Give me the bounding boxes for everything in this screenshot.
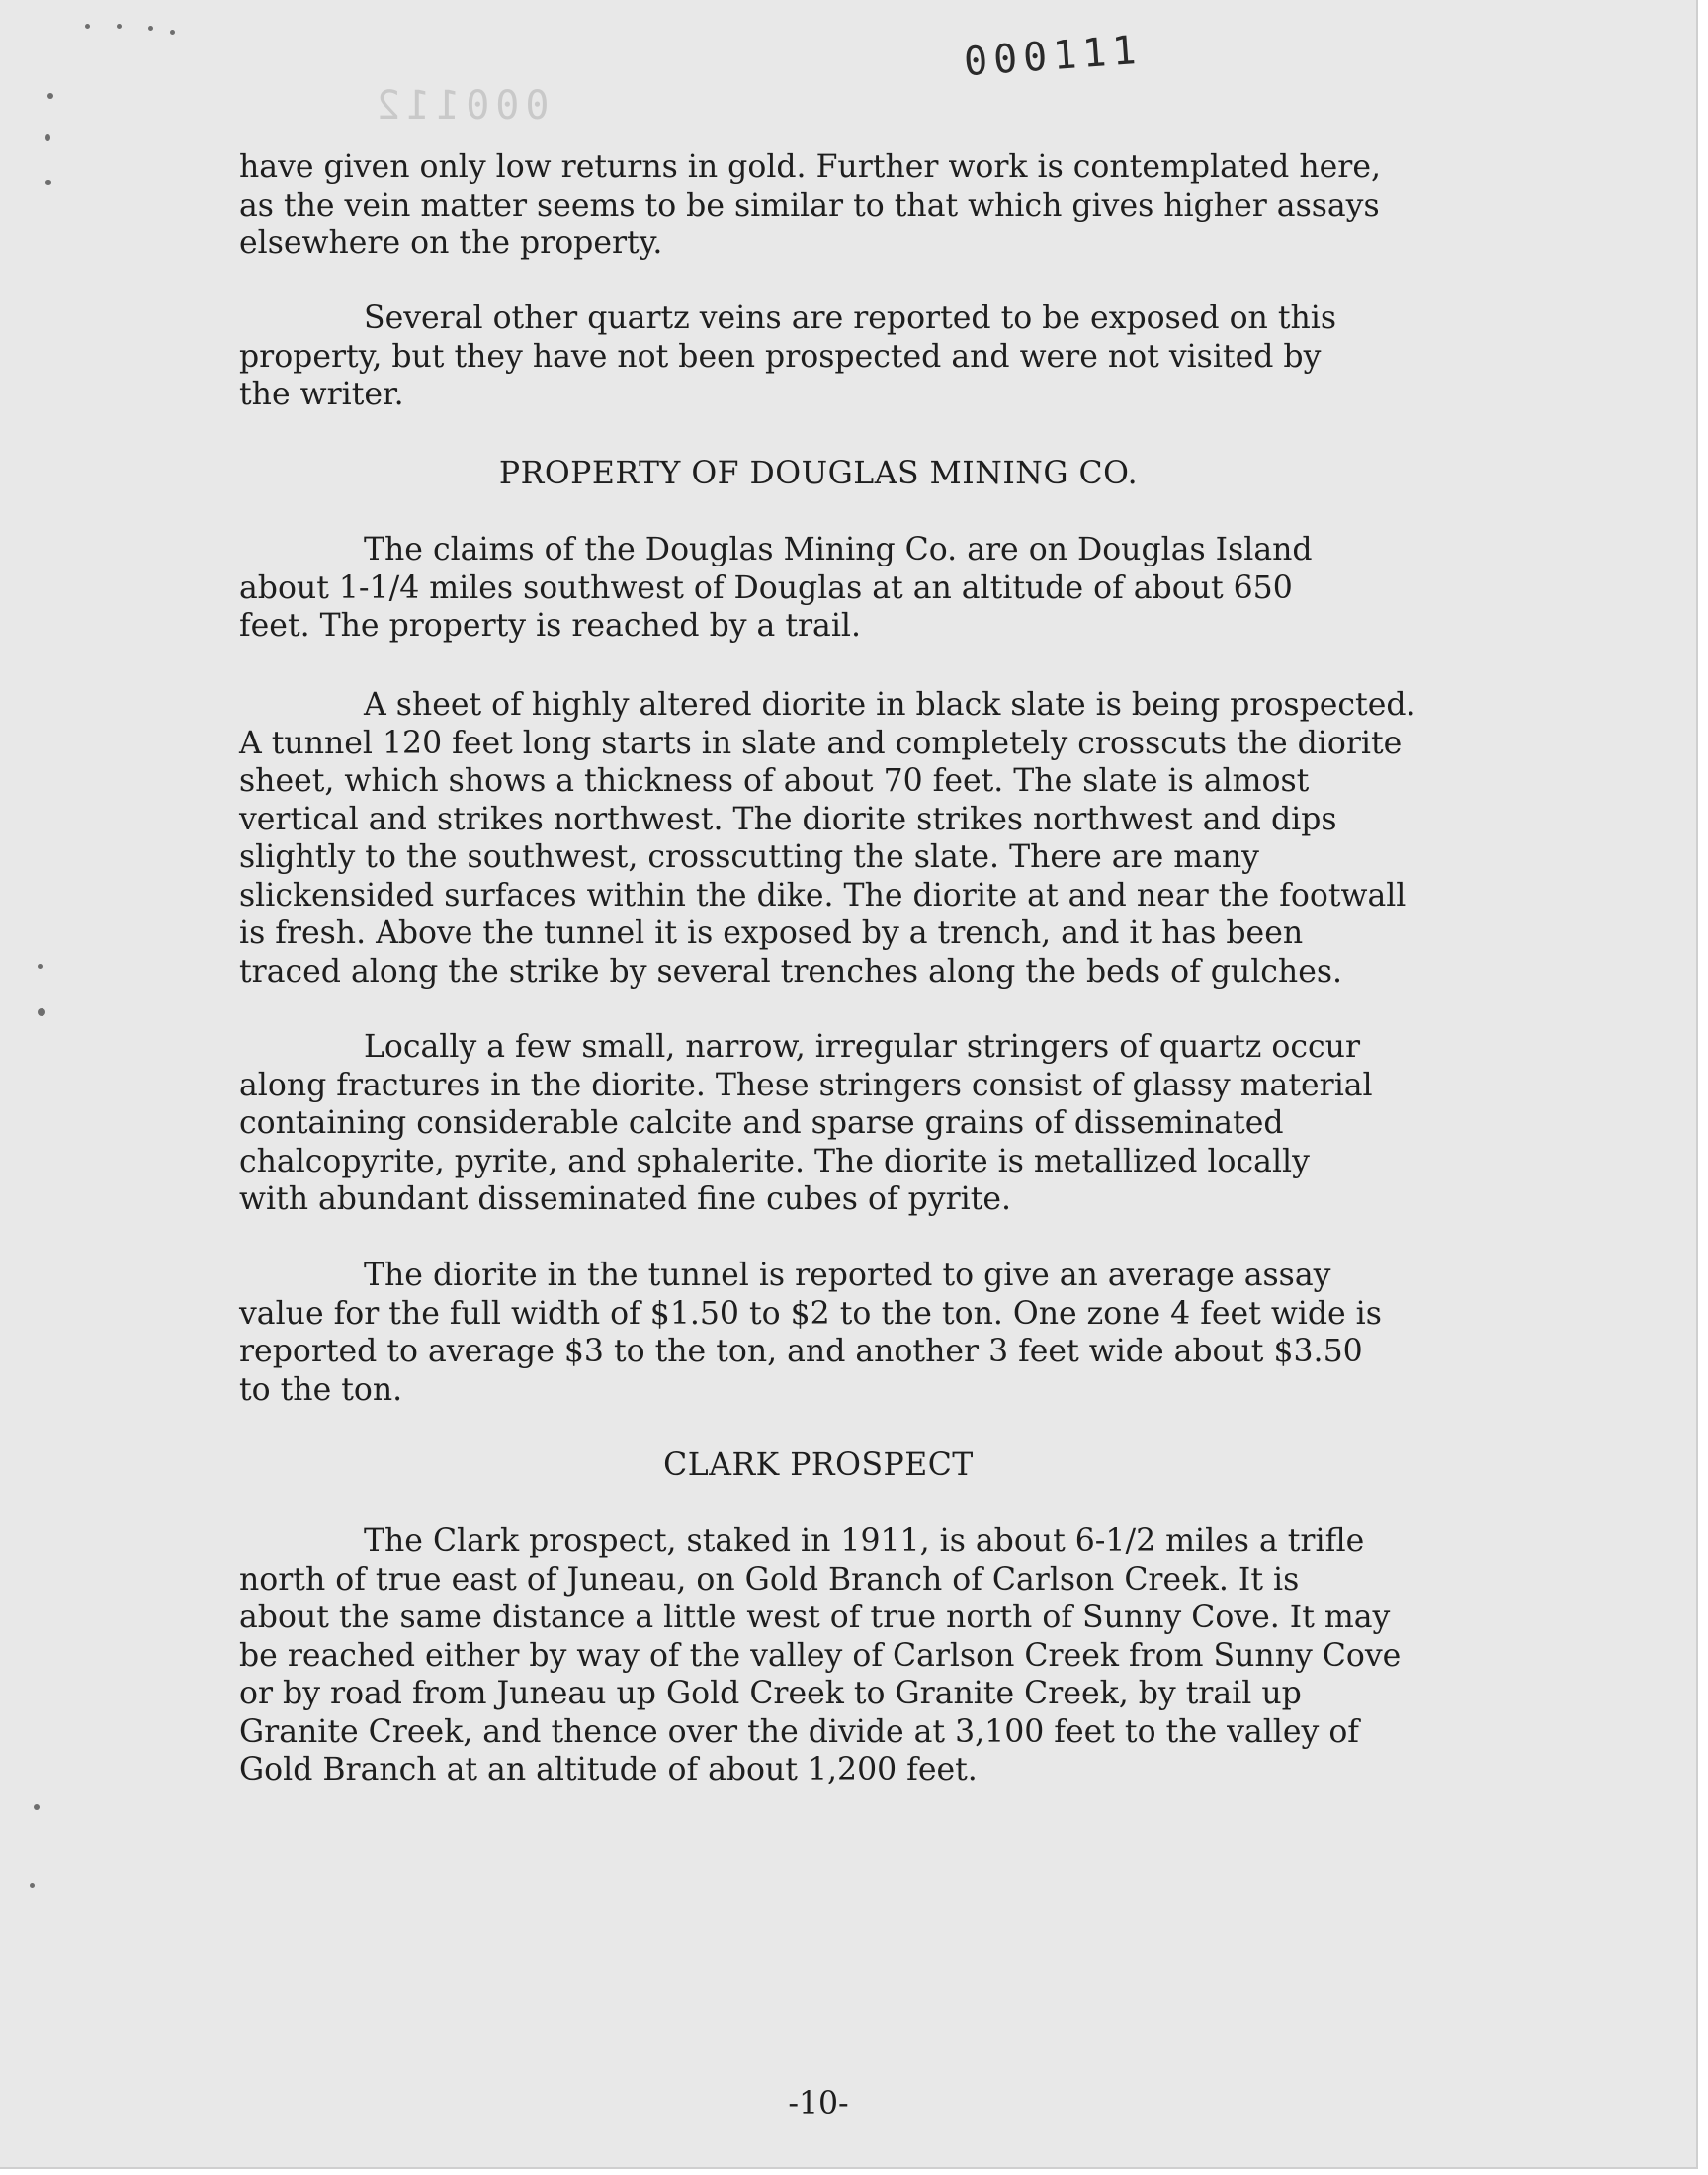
scan-speck <box>45 134 50 141</box>
text-line: north of true east of Juneau, on Gold Branch of Carlson Creek. It is <box>239 1561 1300 1598</box>
section-heading-clark-prospect: CLARK PROSPECT <box>663 1447 974 1483</box>
text-line: the writer. <box>239 377 404 412</box>
paragraph <box>239 1522 1524 1789</box>
scan-speck <box>148 26 153 31</box>
bleed-through-number: 000112 <box>371 83 550 129</box>
text-line: or by road from Juneau up Gold Creek to Granite Creek, by trail up <box>239 1676 1302 1711</box>
scan-speck <box>34 1804 40 1810</box>
paragraph <box>239 1257 1524 1409</box>
text-line: A sheet of highly altered diorite in black slate is being prospected. <box>364 687 1416 723</box>
text-line: property, but they have not been prospected and were not visited by <box>239 338 1322 375</box>
text-line: sheet, which shows a thickness of about 70 feet. The slate is almost <box>239 763 1310 799</box>
text-line: about 1-1/4 miles southwest of Douglas at an altitude of about 650 <box>239 569 1293 606</box>
text-line: The Clark prospect, staked in 1911, is about 6-1/2 miles a trifle <box>364 1523 1365 1559</box>
stamp-number: 000111 <box>962 27 1144 86</box>
text-line: vertical and strikes northwest. The diorite strikes northwest and dips <box>239 801 1337 837</box>
text-line: traced along the strike by several trenches along the beds of gulches. <box>239 953 1343 990</box>
text-line: reported to average $3 to the ton, and another 3 feet wide about $3.50 <box>239 1334 1363 1369</box>
paragraph <box>239 1028 1524 1219</box>
text-line: The diorite in the tunnel is reported to give an average assay <box>364 1258 1331 1293</box>
scan-speck <box>30 1883 35 1888</box>
text-line: chalcopyrite, pyrite, and sphalerite. The diorite is metallized locally <box>239 1143 1310 1179</box>
text-line: about the same distance a little west of true north of Sunny Cove. It may <box>239 1600 1391 1635</box>
scan-speck <box>38 1008 45 1016</box>
text-line: as the vein matter seems to be similar to that which gives higher assays <box>239 187 1380 223</box>
text-line: be reached either by way of the valley of Carlson Creek from Sunny Cove <box>239 1637 1402 1674</box>
text-line: A tunnel 120 feet long starts in slate and completely crosscuts the diorite <box>239 725 1403 761</box>
text-line: The claims of the Douglas Mining Co. are on Douglas Island <box>364 532 1313 567</box>
text-line: Locally a few small, narrow, irregular stringers of quartz occur <box>364 1029 1360 1065</box>
scan-speck <box>47 93 53 99</box>
paragraph <box>239 531 1524 646</box>
text-line: value for the full width of $1.50 to $2 to the ton. One zone 4 feet wide is <box>239 1295 1382 1332</box>
scan-speck <box>85 24 90 29</box>
paragraph <box>239 686 1524 991</box>
text-line: feet. The property is reached by a trail. <box>239 608 862 644</box>
text-line: containing considerable calcite and sparse grains of disseminated <box>239 1105 1284 1141</box>
scan-speck <box>170 30 175 35</box>
text-line: Several other quartz veins are reported to be exposed on this <box>364 301 1337 336</box>
text-line: to the ton. <box>239 1371 403 1408</box>
text-line: is fresh. Above the tunnel it is exposed by a trench, and it has been <box>239 915 1304 951</box>
text-line: with abundant disseminated fine cubes of pyrite. <box>239 1181 1012 1217</box>
text-line: elsewhere on the property. <box>239 225 663 261</box>
paragraph <box>239 300 1524 414</box>
page-number: -10- <box>788 2086 849 2122</box>
text-line: slickensided surfaces within the dike. The diorite at and near the footwall <box>239 877 1407 914</box>
scan-speck <box>38 964 43 969</box>
scan-speck <box>45 180 51 185</box>
scan-speck <box>117 24 122 29</box>
text-line: Gold Branch at an altitude of about 1,200 feet. <box>239 1752 978 1787</box>
paragraph <box>239 148 1524 263</box>
text-line: Granite Creek, and thence over the divide at 3,100 feet to the valley of <box>239 1713 1359 1750</box>
section-heading-douglas-mining: PROPERTY OF DOUGLAS MINING CO. <box>498 456 1139 491</box>
text-line: along fractures in the diorite. These stringers consist of glassy material <box>239 1067 1373 1103</box>
text-line: have given only low returns in gold. Further work is contemplated here, <box>239 149 1381 185</box>
text-line: slightly to the southwest, crosscutting the slate. There are many <box>239 839 1259 875</box>
